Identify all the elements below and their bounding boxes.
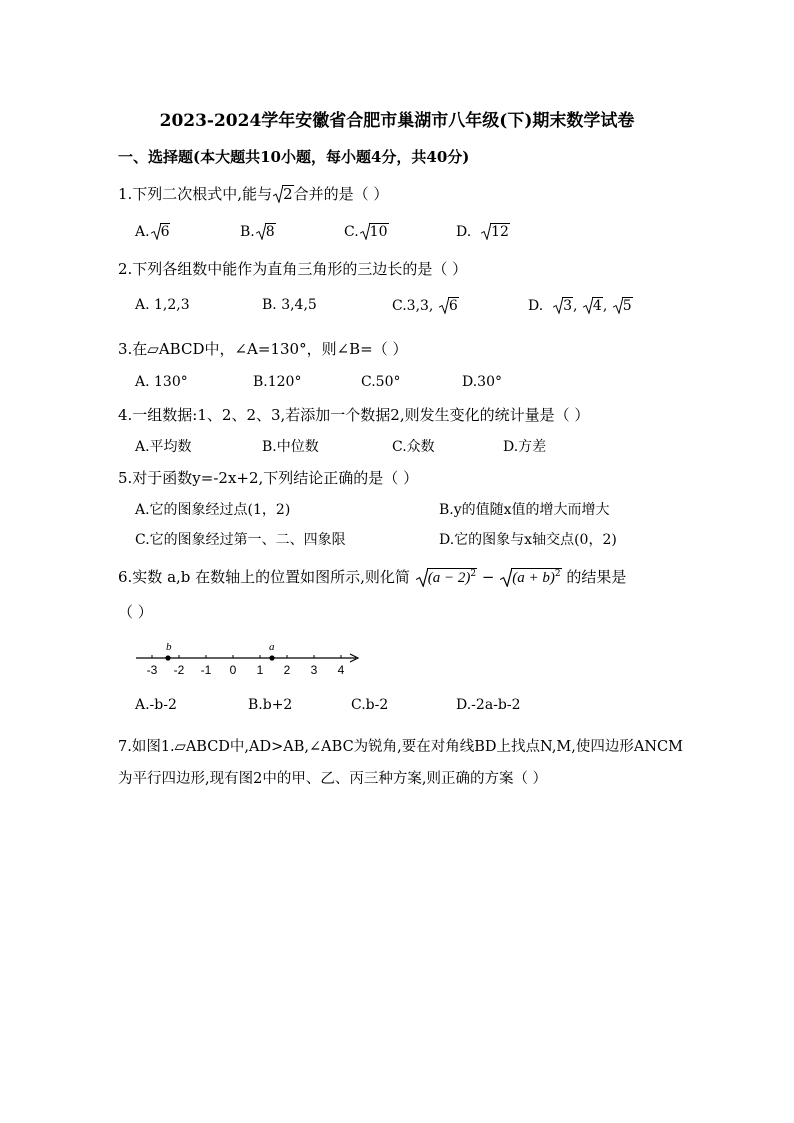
question-6: 6.实数 a,b 在数轴上的位置如图所示,则化简 $(a - 2)^2$ − $(a + b)^2$ 的结果是 xyxy=(118,568,627,586)
tick-label: 2 xyxy=(283,663,291,677)
tick-label: -2 xyxy=(173,663,185,677)
q5-option-a: A.它的图象经过点(1，2) xyxy=(135,502,291,518)
question-1-stem-start: 1.下列二次根式中,能与 xyxy=(118,185,273,203)
q2-option-d: D. 3, 4, 5 xyxy=(528,298,632,314)
tick-label: 3 xyxy=(310,663,318,677)
sqrt-expression: 2 xyxy=(273,185,294,203)
question-2: 2.下列各组数中能作为直角三角形的三边长的是（ ） xyxy=(118,260,468,278)
tick-label: -3 xyxy=(146,663,158,677)
q5-option-c: C.它的图象经过第一、二、四象限 xyxy=(135,532,346,548)
q1-option-b: B. 8 xyxy=(240,224,275,240)
q3-option-a: A. 130° xyxy=(135,374,188,390)
q1-option-a: A. 6 xyxy=(135,224,170,240)
q3-option-c: C.50° xyxy=(361,374,401,390)
sqrt-expression-2: $(a + b)^2$ xyxy=(500,568,561,587)
q6-option-c: C.b-2 xyxy=(351,697,389,713)
section-heading: 一、选择题(本大题共10小题，每小题4分，共40分) xyxy=(118,148,470,166)
sqrt-expression-1: $(a - 2)^2$ xyxy=(416,568,477,587)
q3-option-d: D.30° xyxy=(462,374,502,390)
question-7-line-2: 为平行四边形,现有图2中的甲、乙、丙三种方案,则正确的方案（ ） xyxy=(118,771,548,787)
q5-option-d: D.它的图象与x轴交点(0，2) xyxy=(439,532,617,548)
q5-option-b: B.y的值随x值的增大而增大 xyxy=(439,502,610,518)
point-a xyxy=(269,655,274,660)
q2-option-a: A. 1,2,3 xyxy=(135,297,190,313)
q4-option-d: D.方差 xyxy=(503,439,547,455)
point-b xyxy=(165,655,170,660)
q1-option-d: D. 12 xyxy=(456,224,509,240)
question-4: 4.一组数据:1、2、2、3,若添加一个数据2,则发生变化的统计量是（ ） xyxy=(118,406,590,424)
question-5: 5.对于函数y=-2x+2,下列结论正确的是（ ） xyxy=(118,469,419,487)
question-6-answer-blank: （ ） xyxy=(118,603,153,621)
question-1 xyxy=(118,183,388,204)
q6-option-b: B.b+2 xyxy=(248,697,293,713)
q2-option-b: B. 3,4,5 xyxy=(262,297,317,313)
question-6-stem-start: 6.实数 a,b 在数轴上的位置如图所示,则化简 xyxy=(118,568,410,586)
question-6-stem-end: 的结果是 xyxy=(566,568,627,586)
q6-option-d: D.-2a-b-2 xyxy=(456,697,521,713)
q1-option-c: C. 10 xyxy=(344,224,388,240)
q4-option-a: A.平均数 xyxy=(135,439,192,455)
tick-label: 0 xyxy=(229,663,237,677)
q3-option-b: B.120° xyxy=(253,374,302,390)
question-1-stem-end: 合并的是（ ） xyxy=(293,185,389,203)
number-line-figure xyxy=(130,636,370,680)
tick-label: -1 xyxy=(200,663,212,677)
exam-title: 2023-2024学年安徽省合肥市巢湖市八年级(下)期末数学试卷 xyxy=(159,111,635,131)
q2-option-c: C.3,3, 6 xyxy=(392,298,458,314)
tick-label: 1 xyxy=(256,663,264,677)
label-b: b xyxy=(166,641,172,653)
q4-option-c: C.众数 xyxy=(392,439,435,455)
q4-option-b: B.中位数 xyxy=(262,439,319,455)
question-7-line-1: 7.如图1.▱ABCD中,AD>AB,∠ABC为锐角,要在对角线BD上找点N,M,使四边形ANCM xyxy=(118,739,683,755)
q6-option-a: A.-b-2 xyxy=(135,697,177,713)
tick-label: 4 xyxy=(337,663,345,677)
label-a: a xyxy=(269,641,275,653)
question-3: 3.在▱ABCD中，∠A=130°，则∠B=（ ） xyxy=(118,340,408,358)
